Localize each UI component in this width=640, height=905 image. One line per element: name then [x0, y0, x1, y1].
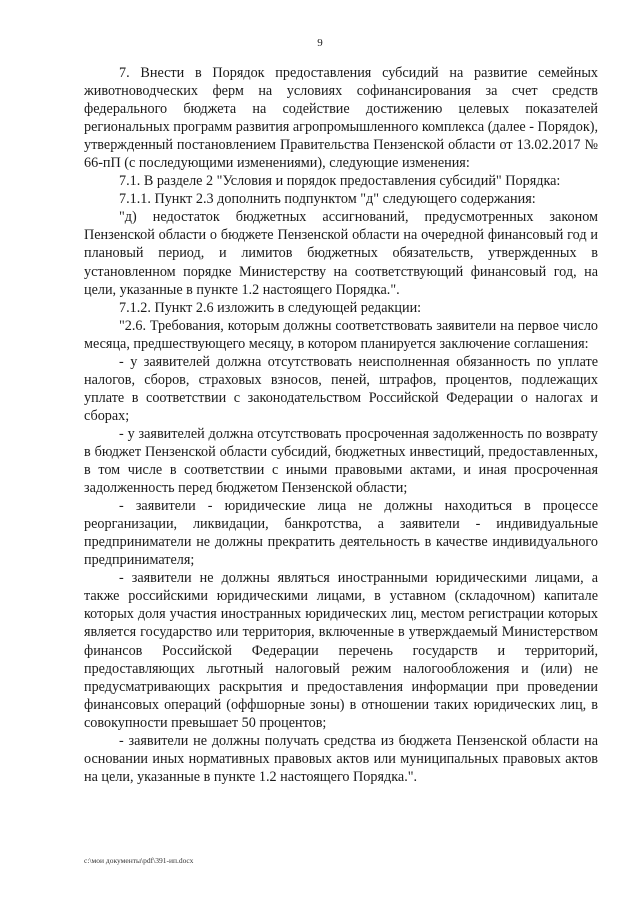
paragraph-item-7: 7. Внести в Порядок предоставления субсидий на развитие семейных животноводческих ферм на условиях софинансирования за счет средств федерального бюджета на содействие достижению целевых показателей региональных программ развития агропромышленного комплекса (далее - Порядок), утвержденный постановлением Правительства Пензенской области от 13.02.2017 № 66-пП (с последующими изменениями), следующие изменения: [84, 65, 598, 172]
paragraph-requirement-debt: - у заявителей должна отсутствовать просроченная задолженность по возврату в бюджет Пензенской области субсидий, бюджетных инвестиций, предоставленных, в том числе в соответствии с иными правовыми актами, и иная просроченная задолженность перед бюджетом Пензенской области; [84, 425, 598, 497]
paragraph-requirement-other-funds: - заявители не должны получать средства из бюджета Пензенской области на основании иных нормативных правовых актов или муниципальных правовых актов на цели, указанные в пункте 1.2 настоящего Порядка.". [84, 732, 598, 785]
footer-file-path: c:\мои документы\pdf\391-ип.docx [84, 856, 194, 865]
page-number: 9 [317, 37, 323, 49]
paragraph-requirement-reorganization: - заявители - юридические лица не должны находиться в процессе реорганизации, ликвидации, банкротства, а заявители - индивидуальные предприниматели не должны прекратить деятельность в качестве индивидуального предпринимателя; [84, 498, 598, 569]
paragraph-requirement-taxes: - у заявителей должна отсутствовать неисполненная обязанность по уплате налогов, сборов, страховых взносов, пеней, штрафов, процентов, подлежащих уплате в соответствии с законодательством Российской Федерации о налогах и сборах; [84, 353, 598, 424]
paragraph-item-7-1-1: 7.1.1. Пункт 2.3 дополнить подпунктом "д" следующего содержания: [119, 191, 536, 208]
document-body [84, 64, 598, 786]
paragraph-requirement-foreign: - заявители не должны являться иностранными юридическими лицами, а также российскими юридическими лицами, в уставном (складочном) капитале которых доля участия иностранных юридических лиц, местом регистрации которых является государство или территория, включенные в утверждаемый Министерством финансов Российской Федерации перечень государств и территорий, предоставляющих льготный налоговый режим налогообложения и (или) не предусматривающих раскрытия и предоставления информации при проведении финансовых операций (оффшорные зоны) в отношении таких юридических лиц, в совокупности превышает 50 процентов; [84, 570, 598, 731]
paragraph-item-7-1: 7.1. В разделе 2 "Условия и порядок предоставления субсидий" Порядка: [119, 173, 561, 190]
paragraph-subitem-d: "д) недостаток бюджетных ассигнований, предусмотренных законом Пензенской области о бюджете Пензенской области на очередной финансовый год и плановый период, и лимитов бюджетных обязательств, утвержденных в установленном порядке Министерству на соответствующий финансовый год, на цели, указанные в пункте 1.2 настоящего Порядка.". [84, 209, 598, 298]
paragraph-clause-2-6: "2.6. Требования, которым должны соответствовать заявители на первое число месяца, предшествующего месяцу, в котором планируется заключение соглашения: [84, 317, 598, 352]
paragraph-item-7-1-2: 7.1.2. Пункт 2.6 изложить в следующей редакции: [119, 299, 422, 316]
